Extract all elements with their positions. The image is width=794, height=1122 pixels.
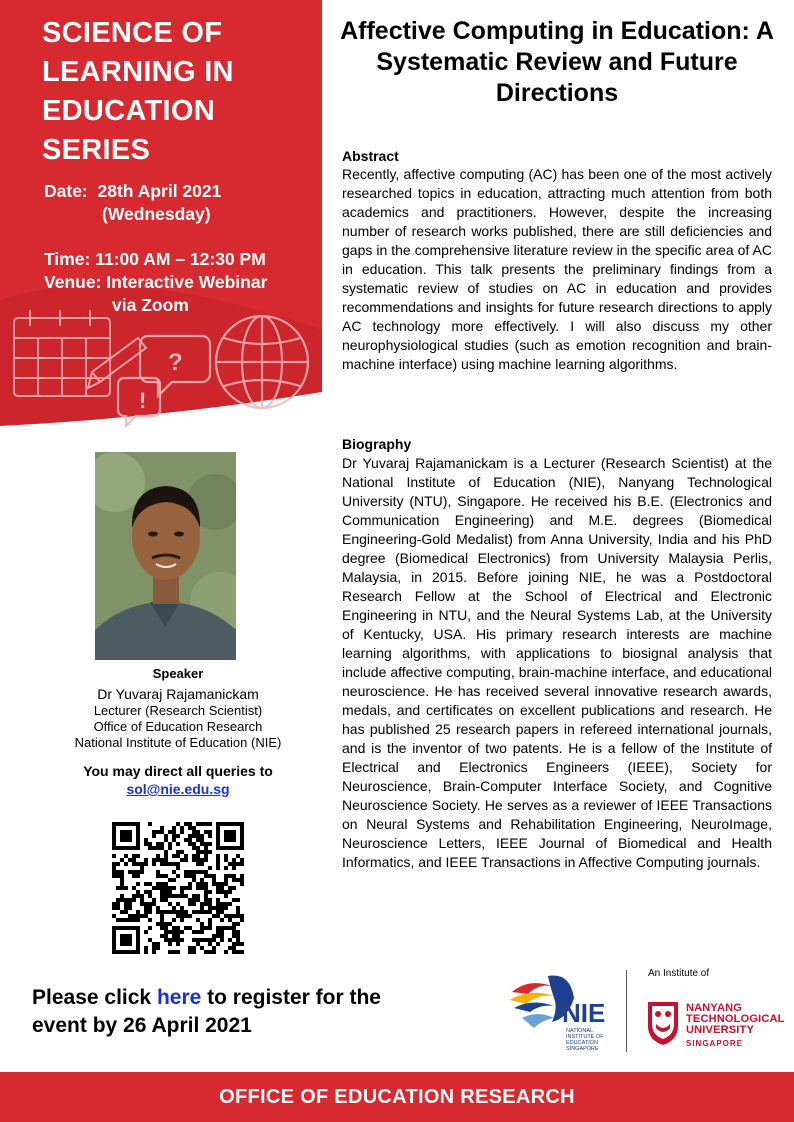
globe-icon [216,316,308,408]
nie-logo [508,968,618,1058]
abstract-heading: Abstract [342,148,399,164]
speaker-role: Lecturer (Research Scientist) [93,703,263,718]
venue-value-line2: via Zoom [112,295,189,315]
date-label: Date: [44,181,88,201]
nie-subtext: INSTITUTE OF [566,1034,604,1040]
register-text-before: Please click [32,986,157,1009]
speaker-photo [95,452,236,660]
event-venue [44,271,267,294]
time-value: 11:00 AM – 12:30 PM [95,249,266,269]
event-day: (Wednesday) [102,204,211,224]
footer-bar [0,1072,794,1122]
series-title-line: SERIES [42,134,151,166]
register-call-to-action [32,984,432,1040]
speaker-name: Dr Yuvaraj Rajamanickam [97,686,259,702]
ntu-country: SINGAPORE [686,1039,744,1048]
institute-of-label: An Institute of [648,968,710,979]
nie-subtext: EDUCATION [566,1040,598,1046]
ntu-name-line: NANYANG [686,1002,743,1014]
nie-mark-text: NIE [562,998,606,1028]
event-date [44,180,221,203]
series-title [42,14,312,170]
ntu-crest-icon [646,1000,680,1046]
speaker-office: Office of Education Research [93,719,263,734]
speaker-label: Speaker [152,666,204,681]
biography-heading: Biography [342,436,412,452]
talk-title: Affective Computing in Education: A Systematic Review and Future Directions [340,17,774,107]
ntu-name-line: UNIVERSITY [686,1024,755,1036]
queries-email-link [40,781,316,797]
email-link[interactable]: sol@nie.edu.sg [126,781,230,797]
register-link[interactable]: here [156,986,202,1009]
series-title-line: LEARNING IN [42,56,234,88]
register-text-after: to register for the event by 26 April 2021 [32,986,381,1037]
nie-subtext: SINGAPORE [566,1046,599,1052]
ntu-name-line: TECHNOLOGICAL [686,1013,785,1025]
registration-qr-code[interactable] [102,812,254,964]
queries-text: You may direct all queries to [83,763,273,779]
footer-text: OFFICE OF EDUCATION RESEARCH [219,1085,575,1108]
svg-text:?: ? [168,349,183,376]
series-title-line: SCIENCE OF [42,17,223,49]
svg-text:!: ! [139,388,147,413]
logo-divider [626,970,627,1052]
speaker-institute: National Institute of Education (NIE) [74,735,282,750]
event-time [44,248,266,271]
venue-value: Interactive Webinar [106,272,268,292]
event-banner [0,0,322,440]
series-title-line: EDUCATION [42,95,215,127]
venue-label: Venue: [44,272,102,292]
abstract-body: Recently, affective computing (AC) has been one of the most actively researched topics in education, attracting much attention from both academics and practitioners. However, despite the increasing number of research works published, there are still deficiencies and gaps in the comprehensive literature review in the specific area of AC in education. This talk presents the preliminary findings from a systematic review of studies on AC in education and provides recommendations and insights for future research directions to apply AC technology more effectively. I will also discuss my other neurophysiological studies (such as emotion recognition and brain-machine interface) using machine learning algorithms. [342,166,772,372]
nie-subtext: NATIONAL [566,1028,594,1034]
date-value: 28th April 2021 [97,181,222,201]
ntu-logo [646,1000,786,1050]
time-label: Time: [44,249,91,269]
biography-body: Dr Yuvaraj Rajamanickam is a Lecturer (Research Scientist) at the National Institute of Education (NIE), Nanyang Technological University (NTU), Singapore. He received his B.E. (Electronics and Communication Engineering) and M.E. degrees (Biomedical Engineering-Gold Medalist) from Anna University, India and his PhD degree (Biomedical Electronics) from University Malaysia Perlis, Malaysia, in 2015. Before joining NIE, he was a Postdoctoral Research Fellow at the School of Electrical and Electronic Engineering in NTU, and the Neural Systems Lab, at the University of Kentucky, USA. His primary research interests are machine learning algorithms, with applications to biosignal analysis that include affective computing, brain-machine interface, and educational neuroscience. He has received several innovative research awards, medals, and certificates on excellent publications and research. He has published 25 research papers in refereed international journals, and is the inventor of two patents. He is a fellow of the Institute of Electrical and Electronics Engineers (IEEE), Society for Neuroscience, Brain-Computer Interface Society, and Cognitive Neuroscience Society. He serves as a reviewer of IEEE Transactions on Neural Systems and Rehabilitation Engineering, NeuroImage, Neuroscience Letters, IEEE Journal of Biomedical and Health Informatics, and IEEE Transactions in Affective Computing journals. [342,455,772,870]
